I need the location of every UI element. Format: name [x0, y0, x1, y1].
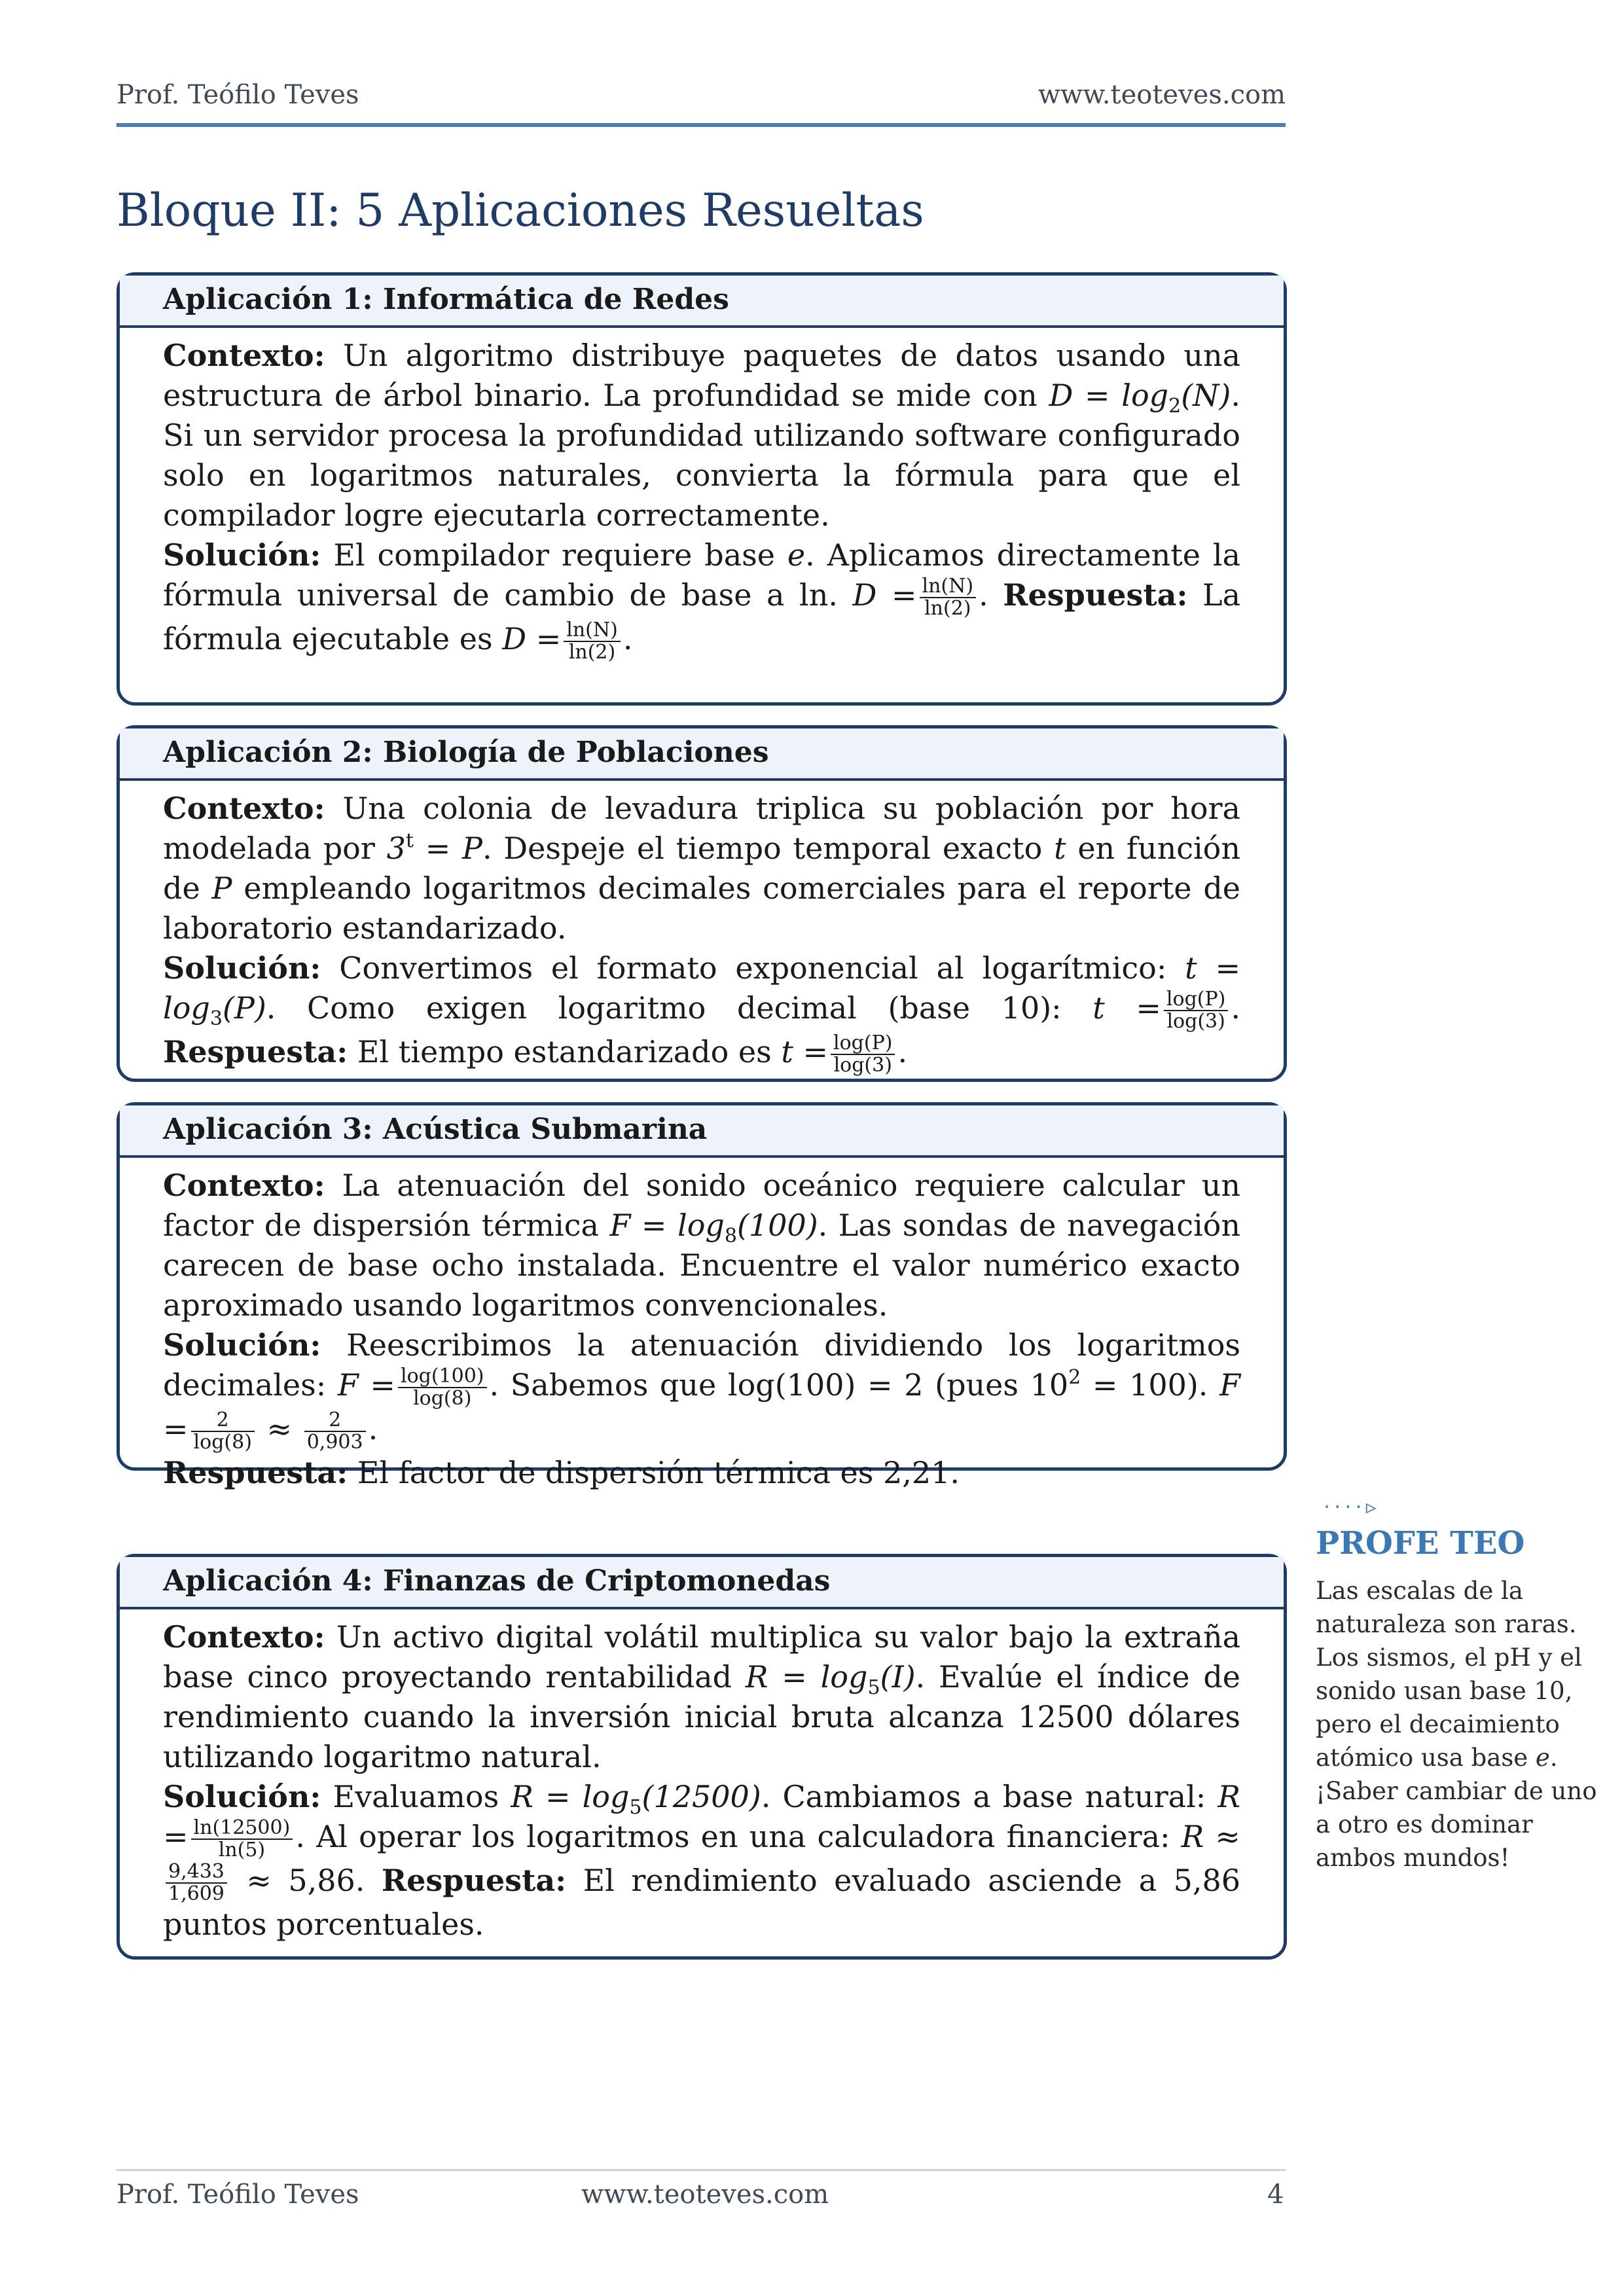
fraction-denominator: log(8) [413, 1387, 472, 1410]
page-title: Bloque II: 5 Aplicaciones Resueltas [117, 185, 924, 237]
answer-text: El rendimiento evaluado asciende a 5,86 puntos porcentuales. [163, 1863, 1241, 1942]
fraction [191, 1410, 255, 1453]
context-text: Un algoritmo distribuye paquetes de datos usando una estructura de árbol binario. La profundidad se mide con [163, 338, 1240, 413]
solution-text: . Aplicamos directamente la fórmula universal de cambio de base a ln. [163, 537, 1240, 613]
math-expression: t = [781, 1034, 829, 1069]
solution-text: Reescribimos la atenuación dividiendo los logaritmos decimales: [163, 1327, 1240, 1403]
contexto-label: Contexto: [163, 338, 325, 373]
footer-divider [117, 2169, 1286, 2171]
sidebar-arrow-icon: ····▹ [1324, 1494, 1380, 1519]
math-subscript: 8 [724, 1225, 737, 1247]
math-expression: t [1054, 831, 1066, 866]
fraction-denominator: ln(5) [218, 1839, 266, 1861]
math-expression: F = [337, 1367, 395, 1403]
math-expression: (P) [222, 990, 266, 1026]
solution-text: ≈ 5,86. [229, 1863, 382, 1898]
fraction-denominator: log(3) [833, 1054, 892, 1077]
solution-text: . Cambiamos a base natural: [761, 1779, 1218, 1814]
context-text: en función de [163, 831, 1240, 906]
fraction-numerator: ln(12500) [191, 1818, 293, 1840]
math-expression: P [211, 870, 232, 906]
math-expression: (100) [736, 1208, 818, 1243]
fraction [191, 1818, 293, 1861]
math-expression: D = [852, 577, 917, 613]
answer-text: El factor de dispersión térmica es 2,21. [357, 1455, 960, 1490]
math-expression: (12500) [641, 1779, 761, 1814]
fraction [166, 1861, 227, 1905]
answer-text: La fórmula ejecutable es [163, 577, 1241, 656]
solution-text: = 100). [1081, 1367, 1220, 1403]
solucion-label: Solución: [163, 1327, 321, 1363]
application-1-text: Contexto: Un algoritmo distribuye paquetes de datos usando una estructura de árbol binario. La profundidad se mide con $D = \log_2(N)$. Si un servidor procesa la profundidad utilizando software configurado solo en logaritmos naturales, convierta la fórmula para que el compilador logre ejecutarla correctamente. Solución: El compilador requiere base e. Aplicamos directamente la fórmula universal de cambio de base a ln. D = $\frac{\ln(N)}{\ln(2)}$ . Respuesta: La fórmula ejecutable es D = $\frac{\ln(N)}{\ln(2)}$ . [163, 338, 1241, 664]
math-expression: R = log [745, 1659, 868, 1695]
application-3-title: Aplicación 3: Acústica Submarina [120, 1105, 1284, 1158]
context-text: Una colonia de levadura triplica su población por hora modelada por [163, 791, 1240, 866]
math-expression: R = [163, 1779, 1241, 1854]
application-4-box [117, 1554, 1287, 1960]
header-author: Prof. Teófilo Teves [117, 80, 359, 110]
math-superscript: t [405, 829, 414, 852]
application-4-title: Aplicación 4: Finanzas de Criptomonedas [120, 1557, 1284, 1609]
fraction-numerator: 9,433 [166, 1861, 227, 1884]
footer-author: Prof. Teófilo Teves [117, 2179, 359, 2210]
math-expression: 3 [386, 831, 406, 866]
fraction [831, 1033, 895, 1076]
contexto-label: Contexto: [163, 1619, 325, 1655]
math-expression: = P [413, 831, 482, 866]
fraction-denominator: log(3) [1166, 1010, 1225, 1033]
fraction-denominator: ln(2) [924, 597, 971, 620]
fraction-numerator: log(P) [831, 1033, 895, 1055]
context-text: . Las sondas de navegación carecen de base ocho instalada. Encuentre el valor numérico exacto aproximado usando logaritmos convencionales. [163, 1208, 1240, 1323]
application-3-body [120, 1158, 1284, 1493]
math-expression: (N) [1181, 378, 1231, 413]
solution-text: . Al operar los logaritmos en una calculadora financiera: [295, 1819, 1182, 1854]
math-expression: t = log [163, 950, 1241, 1026]
respuesta-label: Respuesta: [163, 1455, 348, 1490]
math-expression: D = log [1049, 378, 1169, 413]
solucion-label: Solución: [163, 537, 321, 573]
fraction-numerator: 2 [304, 1410, 366, 1432]
fraction [1164, 989, 1228, 1032]
context-text: . Si un servidor procesa la profundidad utilizando software configurado solo en logaritmos naturales, convierta la fórmula para que el compilador logre ejecutarla correctamente. [163, 378, 1240, 533]
respuesta-label: Respuesta: [1003, 577, 1188, 613]
solucion-label: Solución: [163, 950, 321, 986]
fraction [920, 576, 977, 619]
answer-text: El tiempo estandarizado es [357, 1034, 782, 1069]
sidebar-text: Las escalas de la naturaleza son raras. Los sismos, el pH y el sonido usan base 10, pero el decaimiento atómico usa base [1316, 1577, 1582, 1772]
contexto-label: Contexto: [163, 1168, 325, 1203]
fraction-numerator: 2 [191, 1410, 255, 1432]
solution-text: Evaluamos [333, 1779, 511, 1814]
context-text: . Evalúe el índice de rendimiento cuando la inversión inicial bruta alcanza 12500 dólares utilizando logaritmo natural. [163, 1659, 1241, 1774]
application-3-text [163, 1166, 1240, 1493]
solution-text: . Como exigen logaritmo decimal (base 10): [266, 990, 1093, 1026]
math-expression: t = [1092, 990, 1161, 1026]
punctuation: . [368, 1411, 378, 1446]
application-4-body [120, 1609, 1284, 1945]
sidebar-text: . ¡Saber cambiar de uno a otro es dominar ambos mundos! [1316, 1744, 1597, 1872]
contexto-label: Contexto: [163, 791, 325, 826]
footer-site-link[interactable]: www.teoteves.com [581, 2179, 829, 2210]
fraction [304, 1410, 366, 1453]
math-expression: R ≈ [1181, 1819, 1240, 1854]
solucion-label: Solución: [163, 1779, 321, 1814]
application-2-body [120, 781, 1284, 1076]
context-text: . Despeje el tiempo temporal exacto [482, 831, 1055, 866]
context-text: La atenuación del sonido oceánico requiere calcular un factor de dispersión térmica [163, 1168, 1241, 1243]
fraction-denominator: 1,609 [168, 1882, 225, 1905]
math-subscript: 3 [209, 1007, 223, 1030]
math-expression: e [787, 537, 806, 573]
fraction-denominator: log(8) [193, 1431, 252, 1454]
application-3-box [117, 1102, 1287, 1490]
header-site-link[interactable]: www.teoteves.com [1038, 80, 1286, 110]
fraction-numerator: ln(N) [920, 576, 977, 598]
punctuation: . [897, 1034, 908, 1069]
application-2-title: Aplicación 2: Biología de Poblaciones [120, 728, 1284, 781]
math-expression: D = [502, 621, 562, 656]
application-2-text: Contexto: Una colonia de levadura triplica su población por hora modelada por $3^t = P$. Despeje el tiempo temporal exacto t en función de P empleando logaritmos decimales comerciales para el reporte de laboratorio estandarizado. Solución: Convertimos el formato exponencial al logarítmico: $t = \log_3(P)$. Como exigen logaritmo decimal (base 10): t = $\frac{\log(P)}{\log(3)}$ . Respuesta: El tiempo estandarizado es t = $\frac{\log(P)}{\log(3)}$ . [163, 791, 1241, 1077]
respuesta-label: Respuesta: [381, 1863, 567, 1898]
math-expression: ≈ [257, 1411, 302, 1446]
fraction [564, 620, 621, 663]
application-1-box [117, 272, 1287, 706]
fraction [398, 1366, 487, 1409]
math-subscript: 5 [629, 1796, 642, 1819]
respuesta-label: Respuesta: [163, 1034, 348, 1069]
math-superscript: 2 [1068, 1366, 1081, 1389]
fraction-numerator: log(P) [1164, 989, 1228, 1011]
solution-text: El compilador requiere base [333, 537, 787, 573]
fraction-numerator: log(100) [398, 1366, 487, 1388]
fraction-denominator: 0,903 [306, 1431, 363, 1454]
sidebar-note [1316, 1574, 1604, 1874]
solution-text: . Sabemos que log(100) = 2 (pues 10 [489, 1367, 1069, 1403]
fraction-denominator: ln(2) [568, 641, 616, 664]
sidebar-title: PROFE TEO [1316, 1525, 1525, 1562]
context-text: Un activo digital volátil multiplica su valor bajo la extraña base cinco proyectando rentabilidad [163, 1619, 1241, 1695]
math-expression: F = [163, 1367, 1240, 1446]
context-text: empleando logaritmos decimales comerciales para el reporte de laboratorio estandarizado. [163, 870, 1240, 946]
application-4-text [163, 1617, 1240, 1945]
fraction-numerator: ln(N) [564, 620, 621, 642]
application-2-box [117, 725, 1287, 1082]
math-subscript: 2 [1168, 395, 1182, 418]
page-number: 4 [1267, 2179, 1284, 2210]
solution-text: Convertimos el formato exponencial al logarítmico: [339, 950, 1185, 986]
math-subscript: 5 [867, 1676, 880, 1699]
math-expression: e [1535, 1744, 1550, 1772]
application-1-title: Aplicación 1: Informática de Redes [120, 276, 1284, 328]
punctuation: . [623, 621, 633, 656]
math-expression: F = log [609, 1208, 725, 1243]
application-1-body [120, 328, 1284, 663]
math-expression: R = log [511, 1779, 630, 1814]
page-header [117, 80, 1286, 127]
math-expression: (I) [880, 1659, 916, 1695]
